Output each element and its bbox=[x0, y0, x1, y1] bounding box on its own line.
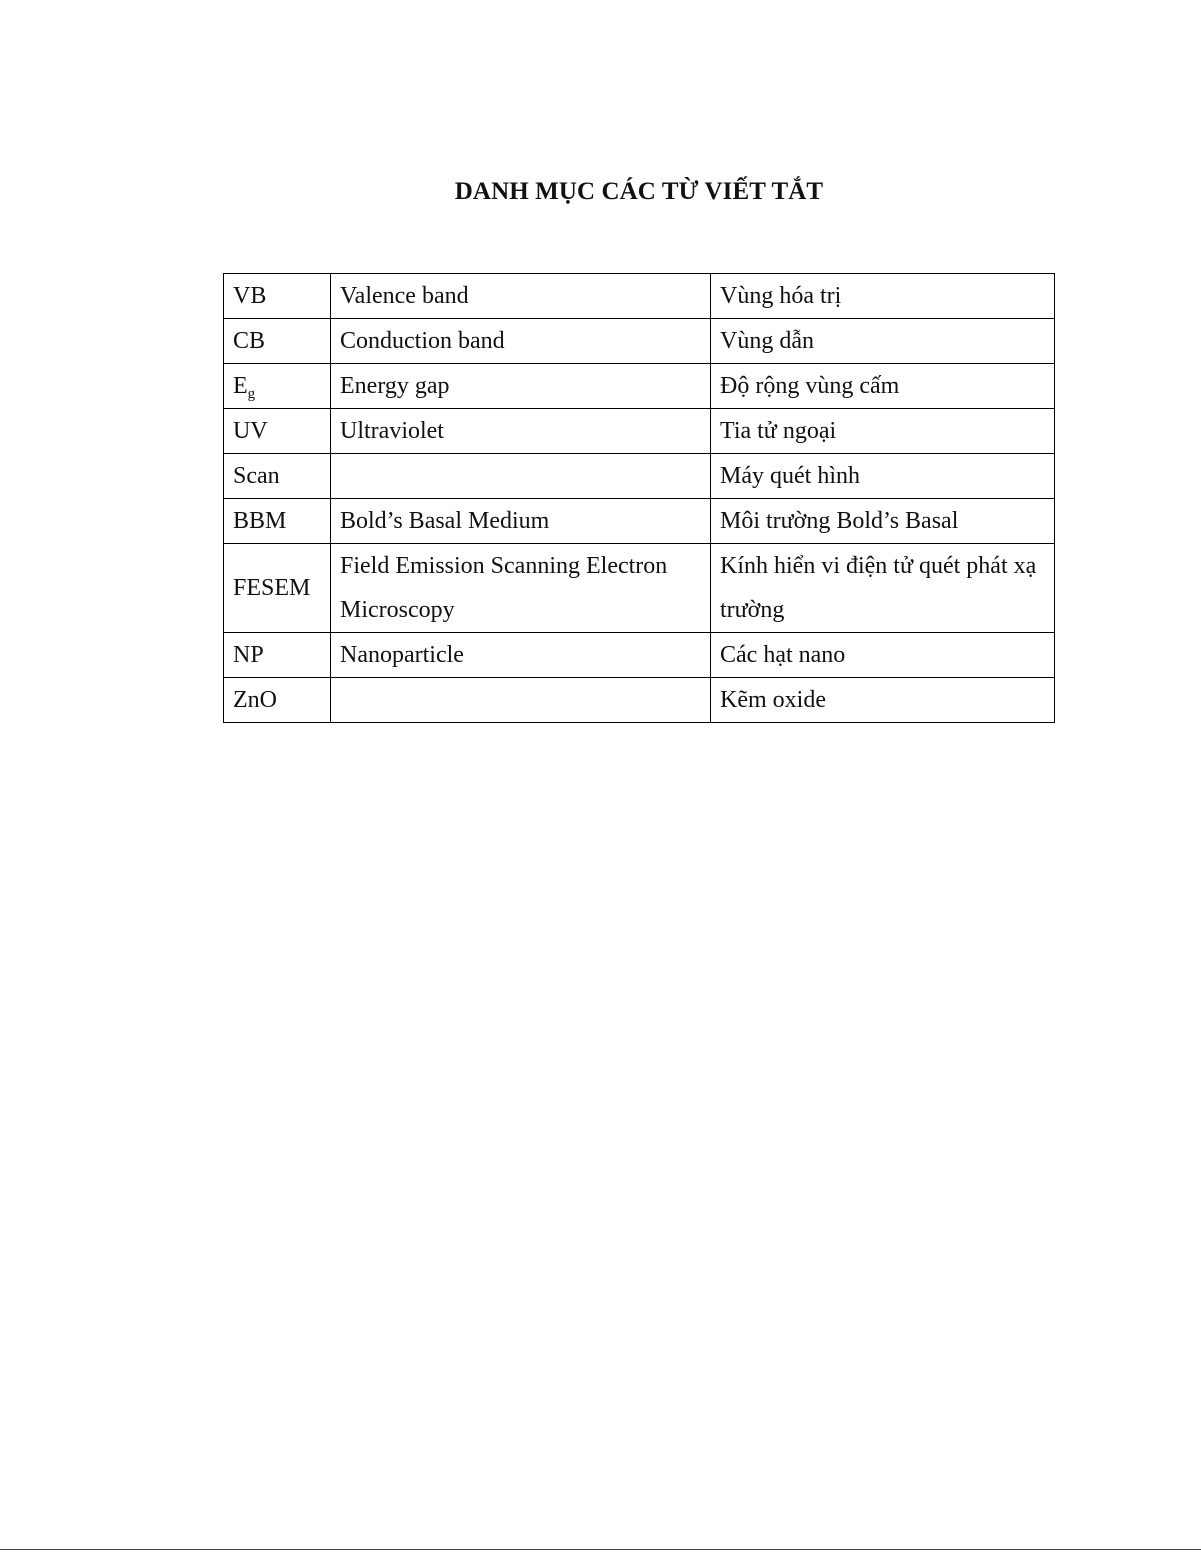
table-row bbox=[224, 499, 1055, 544]
abbreviation-cell bbox=[224, 364, 331, 409]
table-row bbox=[224, 454, 1055, 499]
abbreviation-cell: ZnO bbox=[224, 678, 331, 723]
abbreviation-subscript: g bbox=[247, 386, 256, 402]
english-term-cell bbox=[331, 678, 711, 723]
english-term-cell: Conduction band bbox=[331, 319, 711, 364]
vietnamese-term-cell: Các hạt nano bbox=[711, 633, 1055, 678]
vietnamese-term-cell: Vùng hóa trị bbox=[711, 274, 1055, 319]
english-term-cell: Field Emission Scanning Electron Microscopy bbox=[331, 544, 711, 633]
english-term-cell bbox=[331, 454, 711, 499]
table-row bbox=[224, 274, 1055, 319]
table-row bbox=[224, 633, 1055, 678]
vietnamese-term-cell: Máy quét hình bbox=[711, 454, 1055, 499]
abbreviation-cell: UV bbox=[224, 409, 331, 454]
vietnamese-term-cell: Tia tử ngoại bbox=[711, 409, 1055, 454]
english-term-cell: Energy gap bbox=[331, 364, 711, 409]
vietnamese-term-cell: Vùng dẫn bbox=[711, 319, 1055, 364]
english-term-cell: Bold’s Basal Medium bbox=[331, 499, 711, 544]
page-bottom-divider bbox=[0, 1549, 1201, 1550]
english-term-cell: Valence band bbox=[331, 274, 711, 319]
table-row bbox=[224, 319, 1055, 364]
table-row bbox=[224, 544, 1055, 633]
english-term-cell: Nanoparticle bbox=[331, 633, 711, 678]
table-row bbox=[224, 364, 1055, 409]
table-row bbox=[224, 678, 1055, 723]
vietnamese-term-cell: Kính hiển vi điện tử quét phát xạ trường bbox=[711, 544, 1055, 633]
vietnamese-term-cell: Độ rộng vùng cấm bbox=[711, 364, 1055, 409]
abbreviation-main: E bbox=[233, 373, 248, 399]
page-title: DANH MỤC CÁC TỪ VIẾT TẮT bbox=[454, 178, 824, 205]
vietnamese-term-cell: Môi trường Bold’s Basal bbox=[711, 499, 1055, 544]
abbreviation-cell: BBM bbox=[224, 499, 331, 544]
abbreviation-cell: Scan bbox=[224, 454, 331, 499]
table-row bbox=[224, 409, 1055, 454]
abbreviation-cell: NP bbox=[224, 633, 331, 678]
abbreviation-cell: CB bbox=[224, 319, 331, 364]
abbreviation-cell: VB bbox=[224, 274, 331, 319]
vietnamese-term-cell: Kẽm oxide bbox=[711, 678, 1055, 723]
abbreviation-cell: FESEM bbox=[224, 544, 331, 633]
abbreviation-table bbox=[223, 273, 1055, 723]
english-term-cell: Ultraviolet bbox=[331, 409, 711, 454]
